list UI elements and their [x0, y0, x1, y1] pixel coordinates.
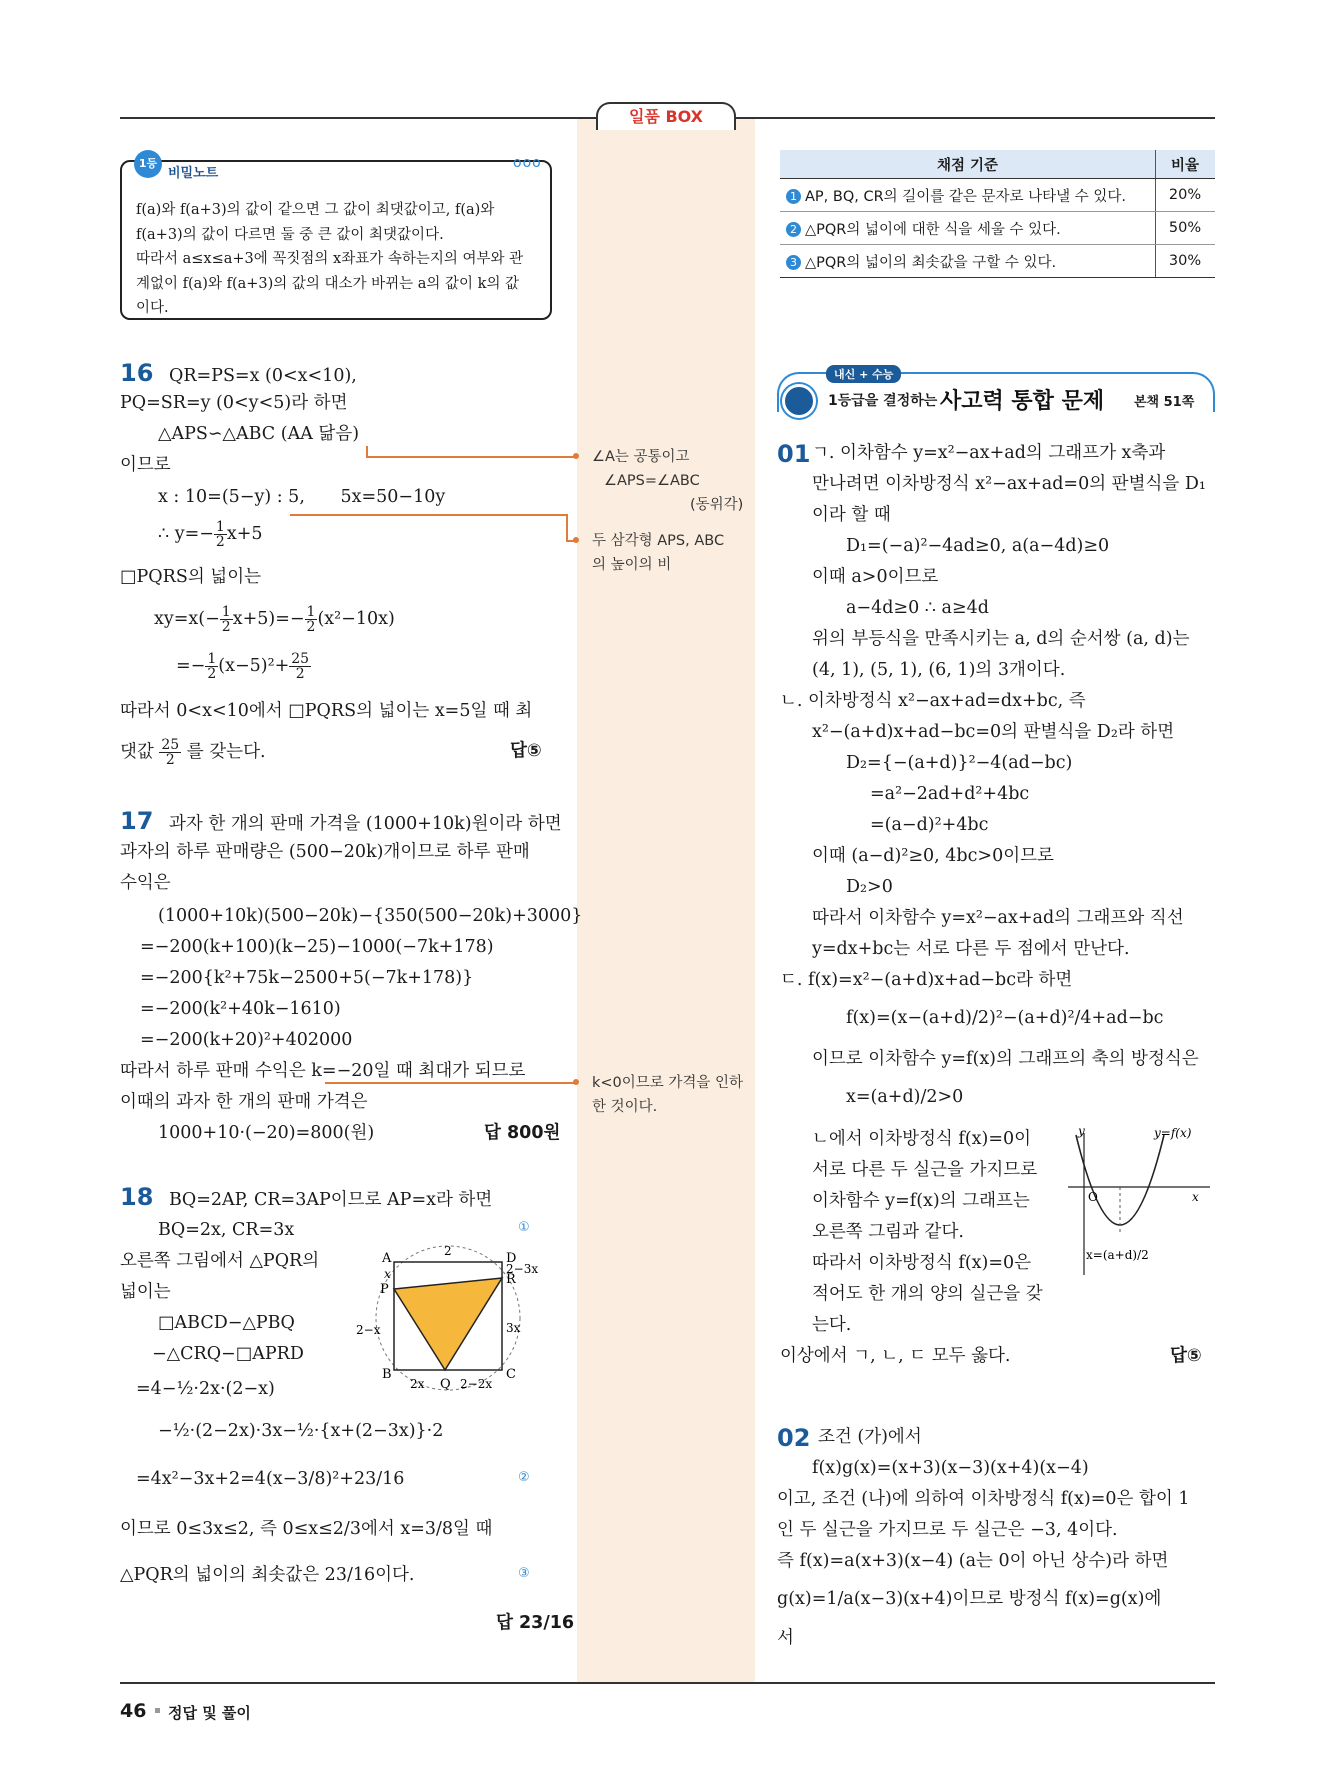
- note-line: 이다.: [136, 300, 169, 316]
- problem-17-line: =−200(k+100)(k−25)−1000(−7k+178): [140, 937, 494, 957]
- problem-17-line: 수익은: [120, 873, 171, 893]
- q01-line: ㄴ. 이차방정식 x²−ax+ad=dx+bc, 즉: [780, 691, 1086, 711]
- problem-16-line: [158, 520, 263, 549]
- q01-line: 이상에서 ㄱ, ㄴ, ㄷ 모두 옳다.: [780, 1346, 1011, 1366]
- x-label: x: [1192, 1190, 1199, 1204]
- footer-bullet: [155, 1708, 160, 1713]
- text: AP, BQ, CR의 길이를 같은 문자로 나타낼 수 있다.: [805, 188, 1127, 205]
- header-tab: 일품 BOX: [596, 102, 736, 130]
- problem-18-line: 이므로 0≤3x≤2, 즉 0≤x≤2/3에서 x=3/8일 때: [120, 1519, 493, 1539]
- q01-line: 이차함수 y=f(x)의 그래프는: [812, 1191, 1030, 1211]
- step-mark: ③: [518, 1566, 530, 1581]
- problem-18-line: 오른쪽 그림에서 △PQR의: [120, 1251, 320, 1271]
- label-right-top: 2−3x: [506, 1262, 539, 1276]
- q01-line: 이므로 이차함수 y=f(x)의 그래프의 축의 방정식은: [812, 1049, 1199, 1069]
- connector-dot: [573, 453, 579, 459]
- text: x+5)=−: [232, 609, 305, 629]
- problem-16-line: △APS∽△ABC (AA 닮음): [158, 424, 360, 444]
- problem-16-line: □PQRS의 넓이는: [120, 567, 262, 587]
- text: ∴ y=−: [158, 524, 214, 544]
- problem-16-line: PQ=SR=y (0<y<5)라 하면: [120, 393, 348, 413]
- q01-line: 오른쪽 그림과 같다.: [812, 1222, 964, 1242]
- secret-note-box: [120, 160, 552, 320]
- parabola-graph: [1064, 1125, 1214, 1285]
- table-row: [780, 179, 1215, 212]
- text: x+5: [226, 524, 263, 544]
- section-tag: 내신 + 수능: [826, 365, 901, 383]
- connector-line: [290, 514, 566, 516]
- problem-17-line: =−200(k+20)²+402000: [140, 1030, 353, 1050]
- section-pre: 1등급을 결정하는: [828, 393, 938, 409]
- section-title: 사고력 통합 문제: [940, 389, 1105, 414]
- side-note-line: ∠A는 공통이고: [592, 449, 690, 465]
- note-line: f(a)와 f(a+3)의 값이 같으면 그 값이 최댓값이고, f(a)와: [136, 202, 495, 218]
- grading-table: [780, 150, 1215, 278]
- q02-line: 조건 (가)에서: [818, 1427, 922, 1447]
- q01-line: 만나려면 이차방정식 x²−ax+ad=0의 판별식을 D₁: [812, 474, 1206, 494]
- problem-17-line: 과자의 하루 판매량은 (500−20k)개이므로 하루 판매: [120, 842, 530, 862]
- denominator: 2: [215, 534, 225, 550]
- label-left-bottom: 2−x: [356, 1323, 381, 1337]
- denominator: 2: [165, 752, 175, 768]
- text: 댓값: [120, 742, 154, 762]
- table-cell: [780, 179, 1156, 212]
- numerator: 1: [215, 519, 225, 535]
- axis-label: x=(a+d)/2: [1086, 1248, 1149, 1262]
- page-number: 46: [120, 1700, 147, 1722]
- q02-line: 즉 f(x)=a(x+3)(x−4) (a는 0이 아닌 상수)라 하면: [777, 1551, 1169, 1571]
- q01-line: =(a−d)²+4bc: [870, 815, 989, 835]
- q01-line: 서로 다른 두 실근을 가지므로: [812, 1160, 1038, 1180]
- problem-18-line: =4x²−3x+2=4(x−3/8)²+23/16: [136, 1469, 405, 1489]
- denominator: 2: [295, 666, 305, 682]
- problem-18-line: □ABCD−△PBQ: [158, 1313, 295, 1333]
- numerator: 1: [221, 604, 231, 620]
- label-right-bottom: 3x: [506, 1321, 521, 1335]
- note-deco-icon: ooo: [513, 155, 542, 171]
- section-ref: 본책 51쪽: [1134, 395, 1195, 410]
- problem-16-line: 이므로: [120, 455, 171, 475]
- q01-line: x=(a+d)/2>0: [846, 1087, 964, 1107]
- q02-line: f(x)g(x)=(x+3)(x−3)(x+4)(x−4): [812, 1458, 1089, 1478]
- problem-17-line: (1000+10k)(500−20k)−{350(500−20k)+3000}: [158, 906, 583, 926]
- note-title: 비밀노트: [168, 166, 219, 181]
- q01-line: 따라서 이차방정식 f(x)=0은: [812, 1253, 1032, 1273]
- q02-line: 인 두 실근을 가지므로 두 실근은 −3, 4이다.: [777, 1520, 1118, 1540]
- problem-17-line: [120, 807, 562, 835]
- problem-16-line: 따라서 0<x<10에서 □PQRS의 넓이는 x=5일 때 최: [120, 701, 533, 721]
- problem-number: 02: [777, 1424, 811, 1452]
- label-bottom-left: 2x: [410, 1377, 425, 1391]
- text: △PQR의 넓이에 대한 식을 세울 수 있다.: [805, 221, 1061, 238]
- label-a: A: [382, 1251, 392, 1266]
- q02-line: g(x)=1/a(x−3)(x+4)이므로 방정식 f(x)=g(x)에: [777, 1589, 1162, 1609]
- note-line: 따라서 a≤x≤a+3에 꼭짓점의 x좌표가 속하는지의 여부와 관: [136, 251, 524, 267]
- q01-line: (4, 1), (5, 1), (6, 1)의 3개이다.: [812, 660, 1066, 680]
- fraction: [220, 605, 233, 634]
- fraction: [205, 652, 218, 681]
- q01-line: 이라 할 때: [812, 505, 891, 525]
- problem-18-line: [120, 1183, 493, 1211]
- q01-line: a−4d≥0 ∴ a≥4d: [846, 598, 989, 618]
- label-d: D: [506, 1251, 517, 1266]
- fraction: [289, 652, 311, 681]
- q01-line: ㄷ. f(x)=x²−(a+d)x+ad−bc라 하면: [780, 970, 1073, 990]
- table-row: [780, 212, 1215, 245]
- problem-16-line: [120, 359, 357, 387]
- answer-18: 답 23/16: [496, 1613, 575, 1633]
- triangle-pqr: [394, 1278, 502, 1370]
- connector-dot: [573, 537, 579, 543]
- y-label: y: [1078, 1125, 1085, 1138]
- problem-number: 01: [777, 440, 811, 468]
- problem-18-line: =4−½·2x·(2−x): [136, 1379, 275, 1399]
- step-mark-icon: 1: [786, 189, 801, 204]
- q01-line: 이때 (a−d)²≥0, 4bc>0이므로: [812, 846, 1054, 866]
- problem-16-line: [158, 486, 445, 508]
- q01-line: D₂={−(a+d)}²−4(ad−bc): [846, 753, 1073, 773]
- footer-label: 정답 및 풀이: [168, 1704, 251, 1722]
- label-p: P: [380, 1282, 389, 1297]
- table-cell: [780, 245, 1156, 278]
- fraction: [305, 605, 318, 634]
- problem-17-line: 1000+10·(−20)=800(원): [158, 1123, 375, 1143]
- problem-18-line: △PQR의 넓이의 최솟값은 23/16이다.: [120, 1565, 415, 1585]
- text: (x²−10x): [317, 609, 395, 629]
- q01-line: 이때 a>0이므로: [812, 567, 939, 587]
- q01-line: x²−(a+d)x+ad−bc=0의 판별식을 D₂라 하면: [812, 722, 1175, 742]
- q01-line: ㄴ에서 이차방정식 f(x)=0이: [812, 1129, 1032, 1149]
- step-mark: ②: [518, 1470, 530, 1485]
- text: xy=x(−: [154, 609, 220, 629]
- note-line: f(a+3)의 값이 다르면 둘 중 큰 값이 최댓값이다.: [136, 226, 444, 243]
- curve-label: y=f(x): [1154, 1126, 1192, 1140]
- note-line: 계없이 f(a)와 f(a+3)의 값의 대소가 바뀌는 a의 값이 k의 값: [136, 275, 520, 292]
- label-left-top: x: [384, 1267, 391, 1281]
- side-note-line: ∠APS=∠ABC: [604, 473, 700, 489]
- text: 과자 한 개의 판매 가격을 (1000+10k)원이라 하면: [168, 814, 562, 834]
- problem-18-line: −½·(2−2x)·3x−½·{x+(2−3x)}·2: [158, 1421, 444, 1441]
- problem-17-line: =−200{k²+75k−2500+5(−7k+178)}: [140, 968, 474, 988]
- problem-17-line: =−200(k²+40k−1610): [140, 999, 341, 1019]
- problem-18-line: 넓이는: [120, 1282, 171, 1302]
- step-mark: ①: [518, 1220, 530, 1235]
- text: △PQR의 넓이의 최솟값을 구할 수 있다.: [805, 254, 1057, 271]
- numerator: 25: [291, 651, 310, 667]
- side-note-line: 두 삼각형 APS, ABC: [592, 533, 725, 549]
- step-mark-icon: 2: [786, 222, 801, 237]
- label-bottom-right: 2−2x: [460, 1377, 493, 1391]
- connector-dot: [573, 1079, 579, 1085]
- q01-line: D₂>0: [846, 877, 893, 897]
- problem-number: 16: [120, 359, 154, 387]
- label-q: Q: [440, 1377, 451, 1392]
- label-top: 2: [444, 1244, 452, 1258]
- q01-line: 는다.: [812, 1315, 852, 1335]
- problem-number: 18: [120, 1183, 154, 1211]
- answer-01: 답⑤: [1170, 1346, 1202, 1366]
- side-note-line: 의 높이의 비: [592, 557, 672, 573]
- table-row: [780, 245, 1215, 278]
- answer-17: 답 800원: [484, 1123, 561, 1143]
- numerator: 1: [306, 604, 316, 620]
- q01-line: f(x)=(x−(a+d)/2)²−(a+d)²/4+ad−bc: [846, 1008, 1164, 1028]
- note-badge: 1등급: [134, 150, 162, 178]
- q01-line: ㄱ. 이차함수 y=x²−ax+ad의 그래프가 x축과: [812, 443, 1166, 463]
- table-cell: 20%: [1156, 179, 1216, 212]
- q01-line: 위의 부등식을 만족시키는 a, d의 순서쌍 (a, d)는: [812, 629, 1190, 649]
- q01-line: D₁=(−a)²−4ad≥0, a(a−4d)≥0: [846, 536, 1110, 556]
- problem-18-line: BQ=2x, CR=3x: [158, 1220, 295, 1240]
- connector-line: [566, 514, 568, 540]
- numerator: 1: [207, 651, 217, 667]
- sidebar-band: [577, 117, 755, 1682]
- origin-label: O: [1088, 1190, 1098, 1204]
- table-cell: [780, 212, 1156, 245]
- problem-16-line: [120, 738, 266, 767]
- problem-18-line: −△CRQ−□APRD: [152, 1344, 304, 1364]
- denominator: 2: [221, 619, 231, 635]
- table-header-row: [780, 150, 1215, 179]
- fraction: [159, 738, 181, 767]
- q02-line: 서: [777, 1628, 794, 1648]
- numerator: 25: [161, 737, 180, 753]
- q01-line: 따라서 이차함수 y=x²−ax+ad의 그래프와 직선: [812, 908, 1184, 928]
- q01-line: =a²−2ad+d²+4bc: [870, 784, 1030, 804]
- brain-icon: [782, 384, 816, 418]
- text: 5x=50−10y: [340, 487, 446, 507]
- text: QR=PS=x (0<x<10),: [168, 366, 357, 386]
- square-figure: [350, 1238, 560, 1400]
- text: BQ=2AP, CR=3AP이므로 AP=x라 하면: [168, 1190, 493, 1210]
- table-cell: 30%: [1156, 245, 1216, 278]
- connector-line: [366, 446, 368, 457]
- q01-line: y=dx+bc는 서로 다른 두 점에서 만난다.: [812, 939, 1130, 959]
- side-note-line: 한 것이다.: [592, 1099, 658, 1115]
- problem-16-line: [176, 652, 311, 681]
- denominator: 2: [306, 619, 316, 635]
- connector-line: [325, 1082, 576, 1084]
- label-b: B: [382, 1367, 392, 1382]
- text: (x−5)²+: [218, 656, 290, 676]
- footer-rule: [120, 1682, 1215, 1684]
- side-note-line: k<0이므로 가격을 인하: [592, 1075, 744, 1091]
- text: =−: [176, 656, 206, 676]
- table-header: 비율: [1156, 150, 1216, 179]
- answer-16: 답⑤: [510, 741, 542, 761]
- fraction: [214, 520, 227, 549]
- denominator: 2: [207, 666, 217, 682]
- connector-line: [366, 456, 576, 458]
- label-r: R: [506, 1272, 516, 1287]
- text: 를 갖는다.: [186, 742, 266, 762]
- label-c: C: [506, 1367, 516, 1382]
- table-cell: 50%: [1156, 212, 1216, 245]
- side-note-line: (동위각): [690, 497, 744, 513]
- problem-16-line: [154, 605, 395, 634]
- step-mark-icon: 3: [786, 255, 801, 270]
- table-header: 채점 기준: [780, 150, 1156, 179]
- text: x : 10=(5−y) : 5,: [158, 487, 305, 507]
- problem-17-line: 따라서 하루 판매 수익은 k=−20일 때 최대가 되므로: [120, 1061, 526, 1081]
- q02-line: 이고, 조건 (나)에 의하여 이차방정식 f(x)=0은 합이 1: [777, 1489, 1190, 1509]
- q01-line: 적어도 한 개의 양의 실근을 갖: [812, 1284, 1043, 1304]
- problem-number: 17: [120, 807, 154, 835]
- problem-17-line: 이때의 과자 한 개의 판매 가격은: [120, 1092, 368, 1112]
